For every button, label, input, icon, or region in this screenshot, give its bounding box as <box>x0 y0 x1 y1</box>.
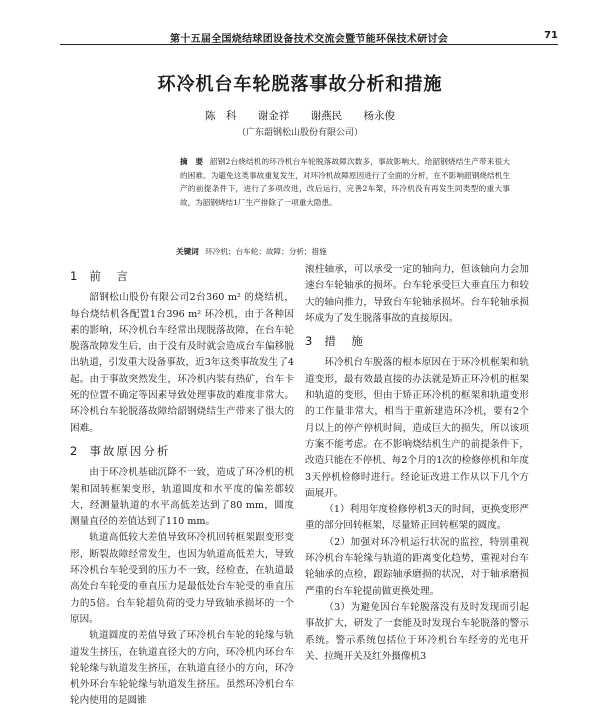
abstract-label: 摘 要 <box>180 157 204 166</box>
running-header <box>60 28 558 45</box>
paragraph: 轨道圆度的差值导致了环冷机台车轮的轮缘与轨道发生挤压，在轨道直径大的方向，环冷机内环台车轮轮缘与轨道发生挤压，在轨道直径小的方向，环冷机外环台车轮轮缘与轨道发生挤压。虽然环冷机台车轮内使用的是圆锥 <box>70 630 294 707</box>
section-number: 2 <box>70 443 80 458</box>
paragraph: （1）利用年度检修停机3天的时间，更换变形严重的部分回转框架，尽量矫正回转框架的圆度。 <box>305 504 529 532</box>
abstract <box>180 155 510 209</box>
paragraph: （2）加强对环冷机运行状况的监控，特别重视环冷机台车轮缘与轨道的距离变化趋势，重视对台车轮轴承的点检，跟踪轴承磨损的状况，对于轴承磨损严重的台车轮提前做更换处理。 <box>305 536 529 597</box>
paragraph: 环冷机台车脱落的根本原因在于环冷机框架和轨道变形，最有效最直接的办法就是矫正环冷机的框架和轨道的变形，但由于矫正环冷机的框架和轨道变形的工作量非常大，相当于重新建造环冷机，要有2个月以上的停产停机时间，造成巨大的损失，所以该项方案不能考虑。在不影响烧结机生产的前提条件下，改造只能在不停机、每2个月的1次的检修停机和年度3天停机检修时进行。经论证改进工作从以下几个方面展开。 <box>305 357 529 499</box>
affiliation: （广东韶钢松山股份有限公司） <box>236 128 363 138</box>
paragraph: （3）为避免因台车轮脱落没有及时发现而引起事故扩大，研发了一套能及时发现台车轮脱落的警示系统。警示系统包括位于环冷机台车经旁的光电开关、拉绳开关及红外摄像机3 <box>305 601 529 662</box>
author-name: 陈 科 <box>204 110 237 122</box>
section-number: 3 <box>305 334 315 349</box>
conference-title: 第十五届全国烧结球团设备技术交流会暨节能环保技术研讨会 <box>170 34 449 45</box>
right-column <box>305 262 529 665</box>
keywords-text: 环冷机；台车轮；故障；分析；措施 <box>205 247 327 256</box>
section-title: 前 言 <box>89 269 130 283</box>
author-list <box>0 108 600 123</box>
section-title: 事故原因分析 <box>89 443 171 458</box>
paragraph: 滚柱轴承，可以承受一定的轴向力，但该轴向力会加速台车轮轴承的损坏。台车轮承受巨大垂直压力和较大的轴向推力，导致台车轮轴承损坏。台车轮轴承损坏成为了发生脱落事故的直接原因。 <box>305 264 529 324</box>
section-number: 1 <box>70 269 80 283</box>
left-column <box>70 262 294 710</box>
author-name: 谢金祥 <box>257 110 290 122</box>
abstract-text: 韶钢2台烧结机的环冷机台车轮脱落故障次数多，事故影响大，给韶钢烧结生产带来很大的困难。为避免这类事故重复发生，对环冷机故障原因进行了全面的分析，在不影响韶钢烧结机生产的前提条件下，进行了多项改进，改后运行，完善2车架，环冷机没有再发生同类型的重大事故，为韶钢烧结1厂生产排除了一项重大隐患。 <box>180 157 510 207</box>
author-name: 杨永俊 <box>363 110 396 122</box>
page-number: 71 <box>544 30 558 41</box>
keywords <box>176 245 506 258</box>
paragraph: 轨道高低较大差值导致环冷机回转框架跟变形变形，断裂故障经常发生，也因为轨道高低差大，导致环冷机台车轮受到的压力不一致，经检查，在轨道最高处台车轮受的垂直压力是最低处台车轮受的垂直压力的5倍。台车轮超负荷的受力导致轴承损坏的一个原因。 <box>70 532 294 625</box>
paper-title: 环冷机台车轮脱落事故分析和措施 <box>157 74 443 95</box>
paragraph: 韶钢松山股份有限公司2台360 m² 的烧结机，每台烧结机各配置1台396 m² 环冷机，由于各种因素的影响，环冷机台车经常出现脱落故障，在台车轮脱落故障发生后，由于没有及时就会造成台车偏移脱出轨道，引发重大设备事故，近3年这类事故发生了4起。由于事故突然发生，环冷机内装有热矿，台车卡死的位置不确定等因素导致处理事故的难度非常大。环冷机台车轮脱落故障给韶钢烧结生产带来了很大的困难。 <box>70 292 294 434</box>
section-heading-cause-analysis <box>70 443 294 459</box>
section-heading-introduction <box>70 268 294 284</box>
section-heading-measures <box>305 333 529 349</box>
author-name: 谢燕民 <box>310 110 343 122</box>
section-title: 措 施 <box>324 334 365 349</box>
keywords-label: 关键词 <box>176 247 199 256</box>
paragraph: 由于环冷机基础沉降不一致，造成了环冷机的机架和固转框架变形，轨道圆度和水平度的偏差都较大，经测量轨道的水平高低差达到了80 mm，圆度测量直径的差值达到了110 mm。 <box>70 467 294 528</box>
